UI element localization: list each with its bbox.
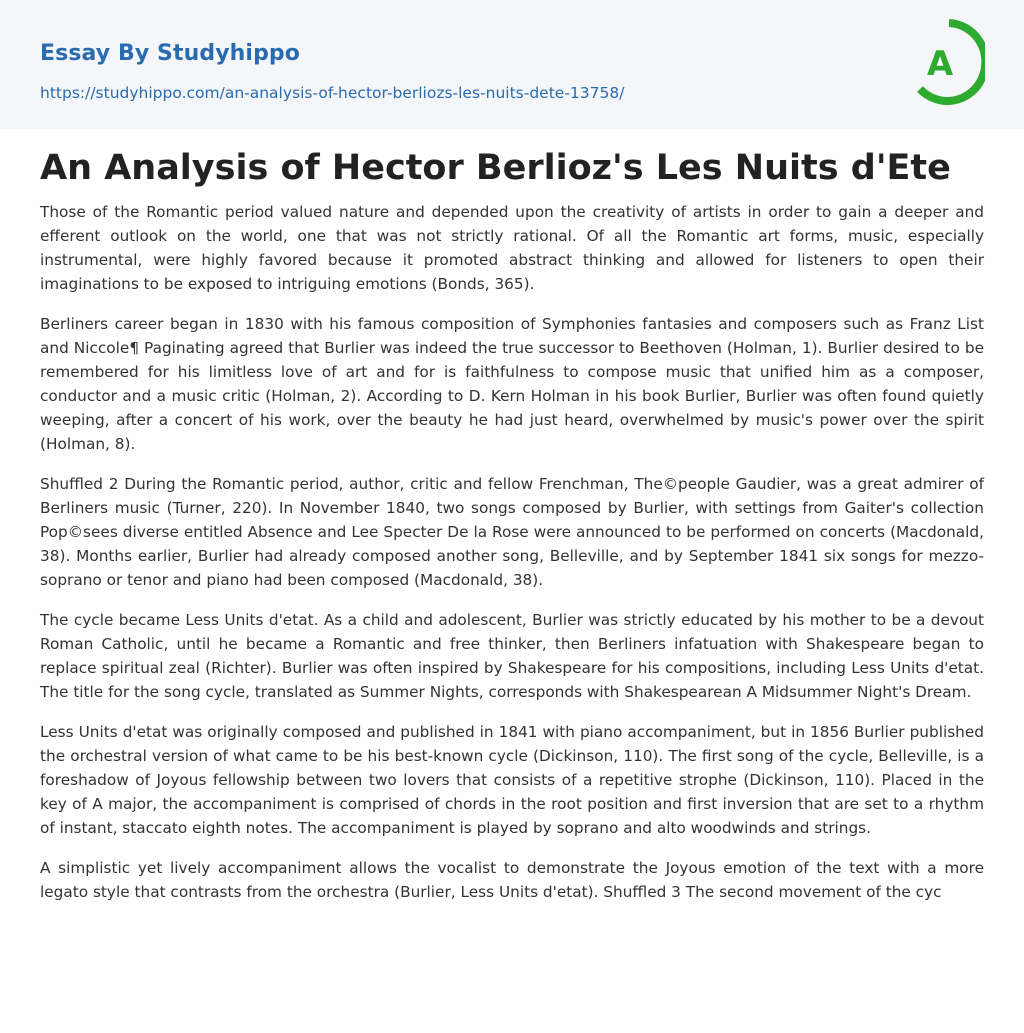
paragraph: Berliners career began in 1830 with his famous composition of Symphonies fantasies and composers such as Franz List and Niccole¶ Paginating agreed that Burlier was indeed the true successor to Beethoven (Holman, 1). Burlier desired to be remembered for his limitless love of art and for is faithfulness to compose music that unified him as a composer, conductor and a music critic (Holman, 2). According to D. Kern Holman in his book Burlier, Burlier was often found quietly weeping, after a concert of his work, over the beauty he had just heard, overwhelmed by music's power over the spirit (Holman, 8).	[40, 315, 984, 453]
paragraph: The cycle became Less Units d'etat. As a child and adolescent, Burlier was strictly educated by his mother to be a devout Roman Catholic, until he became a Romantic and free thinker, then Berliners infatuation with Shakespeare began to replace spiritual zeal (Richter). Burlier was often inspired by Shakespeare for his compositions, including Less Units d'etat. The title for the song cycle, translated as Summer Nights, corresponds with Shakespearean A Midsummer Night's Dream.	[40, 611, 984, 701]
paragraph: A simplistic yet lively accompaniment allows the vocalist to demonstrate the Joyous emotion of the text with a more legato style that contrasts from the orchestra (Burlier, Less Units d'etat). Shuffled 3 The second movement of the cyc	[40, 859, 984, 901]
article-body	[40, 200, 984, 920]
site-brand[interactable]: Essay By Studyhippo	[40, 41, 300, 66]
source-url-link[interactable]: https://studyhippo.com/an-analysis-of-hector-berliozs-les-nuits-dete-13758/	[40, 84, 625, 102]
logo-letter: A	[926, 44, 954, 84]
paragraph: Those of the Romantic period valued nature and depended upon the creativity of artists in order to gain a deeper and efferent outlook on the world, one that was not strictly rational. Of all the Romantic art forms, music, especially instrumental, were highly favored because it promoted abstract thinking and allowed for listeners to open their imaginations to be exposed to intriguing emotions (Bonds, 365).	[40, 203, 984, 293]
paragraph: Less Units d'etat was originally composed and published in 1841 with piano accompaniment, but in 1856 Burlier published the orchestral version of what came to be his best-known cycle (Dickinson, 110). The first song of the cycle, Belleville, is a foreshadow of Joyous fellowship between two lovers that consists of a repetitive strophe (Dickinson, 110). Placed in the key of A major, the accompaniment is comprised of chords in the root position and first inversion that are set to a rhythm of instant, staccato eighth notes. The accompaniment is played by soprano and alto woodwinds and strings.	[40, 723, 984, 837]
article-title: An Analysis of Hector Berlioz's Les Nuits d'Ete	[40, 148, 951, 188]
paragraph: Shuffled 2 During the Romantic period, author, critic and fellow Frenchman, The©people Gaudier, was a great admirer of Berliners music (Turner, 220). In November 1840, two songs composed by Burlier, with settings from Gaiter's collection Pop©sees diverse entitled Absence and Lee Specter De la Rose were announced to be performed on concerts (Macdonald, 38). Months earlier, Burlier had already composed another song, Belleville, and by September 1841 six songs for mezzo-soprano or tenor and piano had been composed (Macdonald, 38).	[40, 475, 984, 589]
